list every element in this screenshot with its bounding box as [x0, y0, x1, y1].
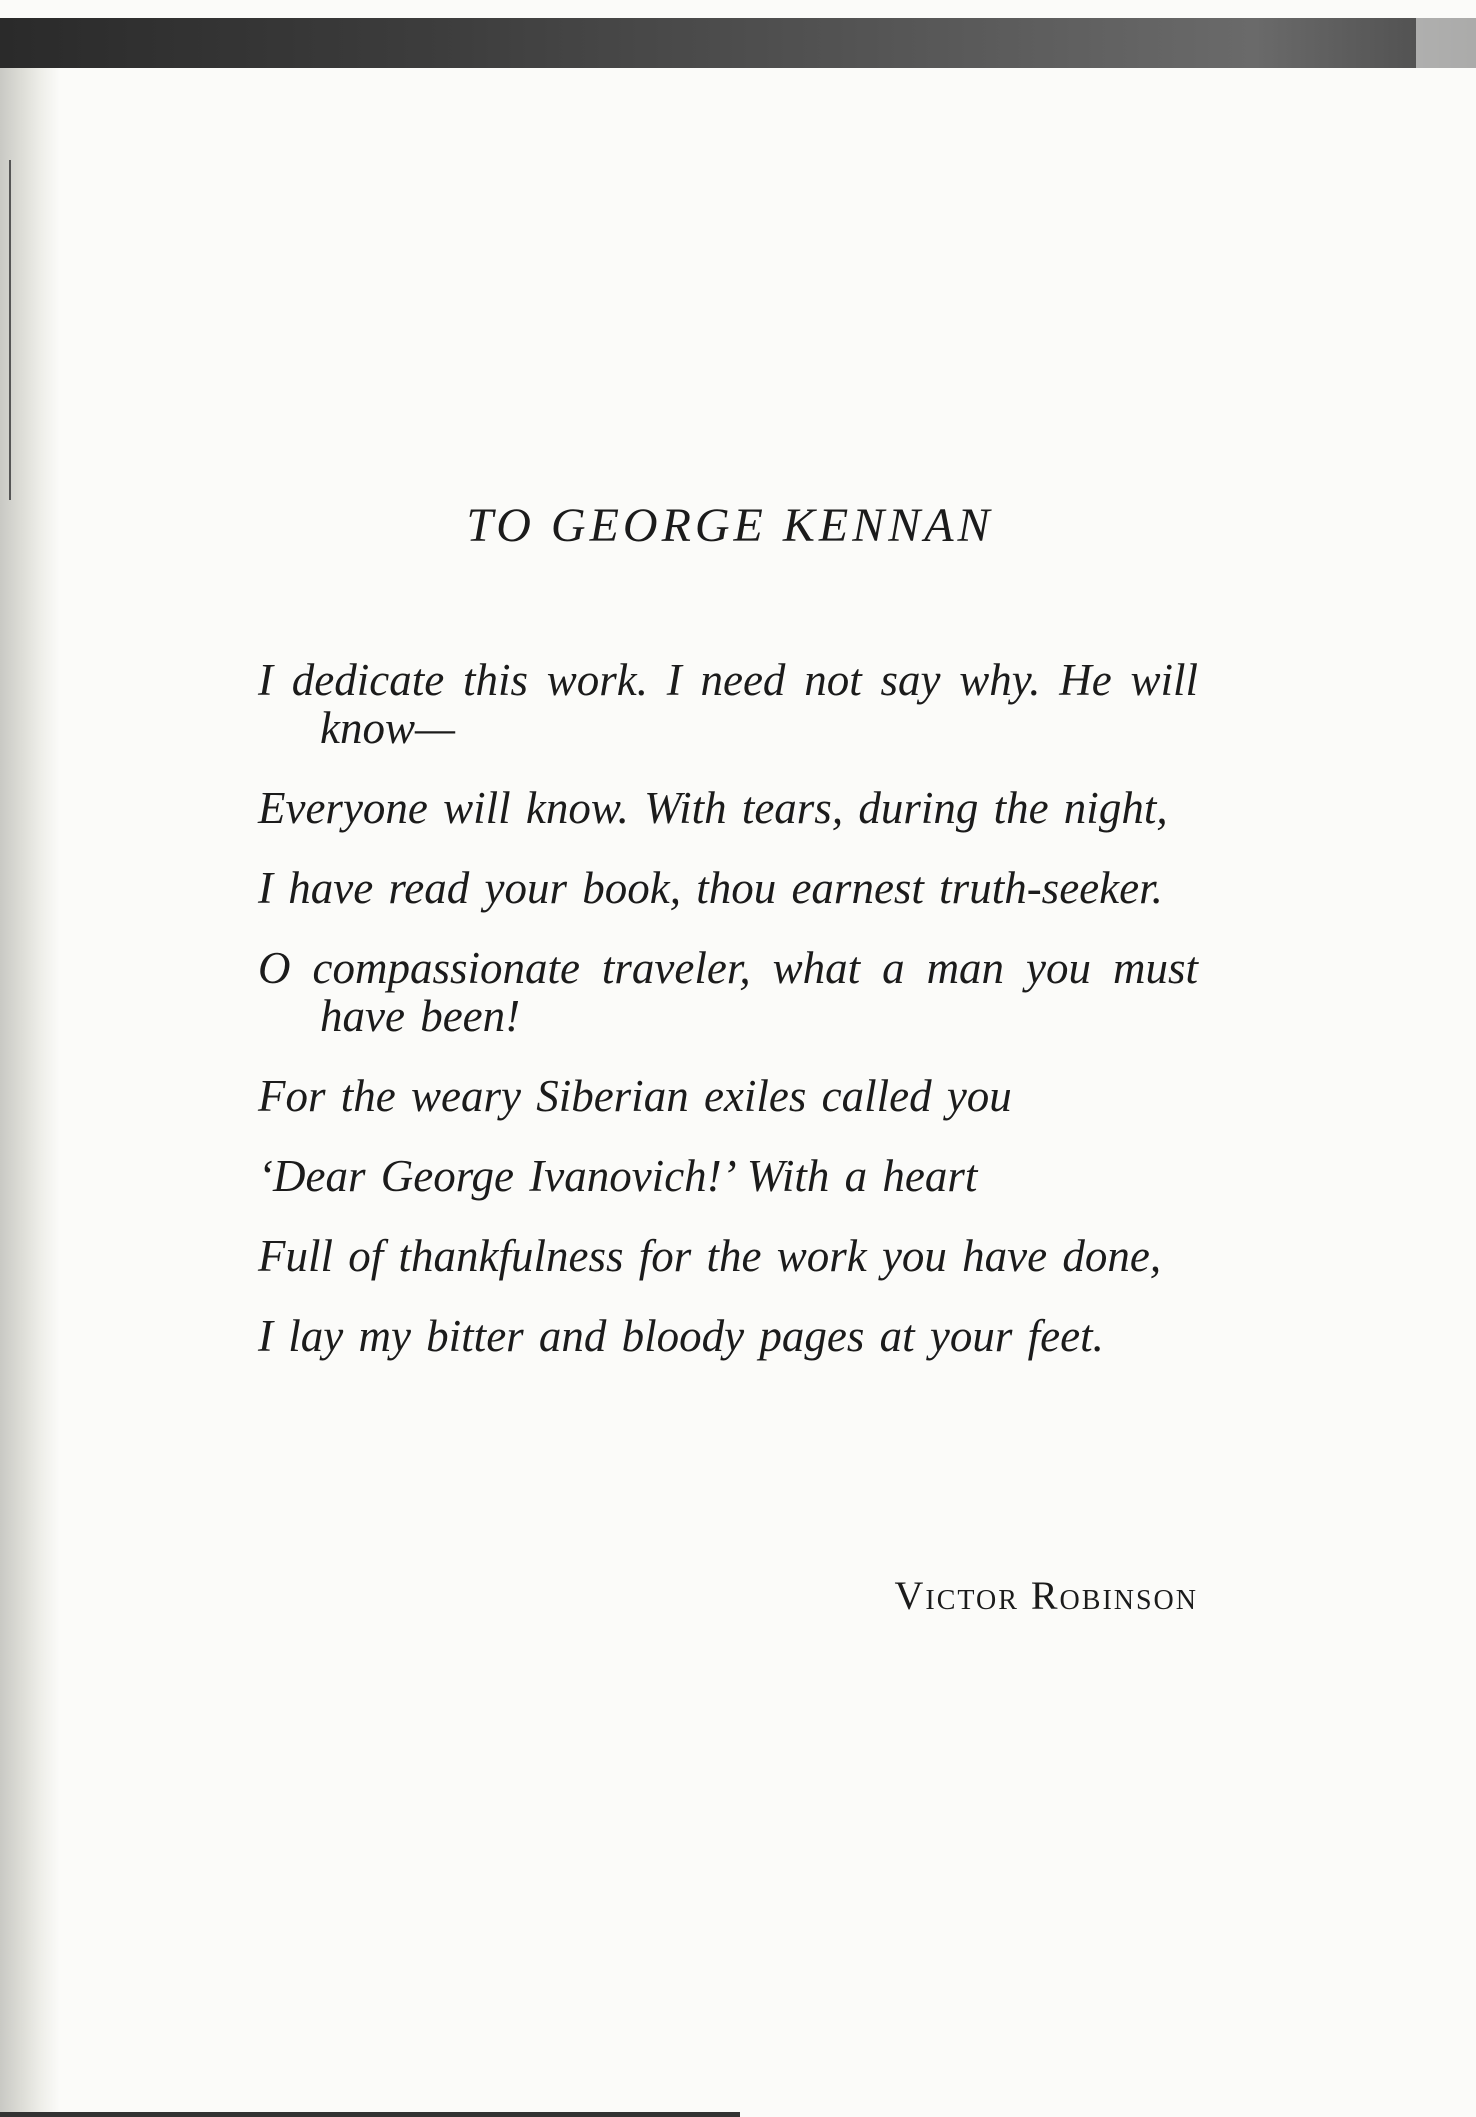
dedication-verse — [258, 656, 1198, 1392]
verse-line: I lay my bitter and bloody pages at your feet. — [258, 1311, 1104, 1361]
verse-line: Full of thankfulness for the work you have done, — [258, 1231, 1162, 1281]
verse-line: O compassionate traveler, what a man you must have been! — [258, 943, 1198, 1041]
dedication-title: TO GEORGE KENNAN — [466, 499, 994, 552]
scan-bottom-edge — [0, 2112, 740, 2117]
verse-line: For the weary Siberian exiles called you — [258, 1071, 1012, 1121]
verse-line: I have read your book, thou earnest truth-seeker. — [258, 863, 1163, 913]
author-signature: Victor Robinson — [894, 1573, 1198, 1618]
verse-line: Everyone will know. With tears, during the night, — [258, 783, 1168, 833]
verse-line: I dedicate this work. I need not say why. He will know— — [258, 655, 1198, 753]
scan-top-border — [0, 18, 1476, 68]
verse-line: ‘Dear George Ivanovich!’ With a heart — [258, 1151, 978, 1201]
scan-spine-mark — [9, 160, 11, 500]
